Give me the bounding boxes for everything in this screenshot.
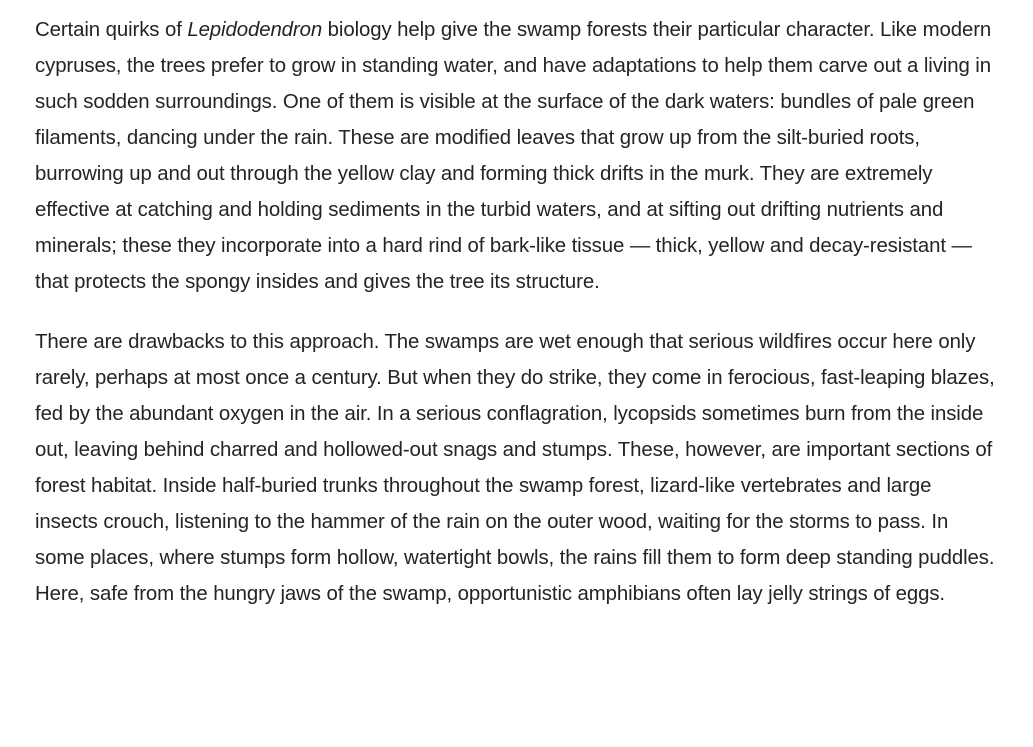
paragraph-1-emphasis: Lepidodendron xyxy=(187,19,323,41)
paragraph-1-rest: biology help give the swamp forests their particular character. Like modern cypruses, the trees prefer to grow in standing water, and have adaptations to help them carve out a living in such sodden surroundings. One of them is visible at the surface of the dark waters: bundles of pale green filaments, dancing under the rain. These are modified leaves that grow up from the silt-buried roots, burrowing up and out through the yellow clay and forming thick drifts in the murk. They are extremely effective at catching and holding sediments in the turbid waters, and at sifting out drifting nutrients and minerals; these they incorporate into a hard rind of bark-like tissue — thick, yellow and decay-resistant — that protects the spongy insides and gives the tree its structure. xyxy=(35,19,992,293)
paragraph-1-lead: Certain quirks of xyxy=(35,19,188,41)
paragraph-lepidodendron xyxy=(35,12,995,300)
paragraph-wildfires: There are drawbacks to this approach. The swamps are wet enough that serious wildfires occur here only rarely, perhaps at most once a century. But when they do strike, they come in ferocious, fast-leaping blazes, fed by the abundant oxygen in the air. In a serious conflagration, lycopsids sometimes burn from the inside out, leaving behind charred and hollowed-out snags and stumps. These, however, are important sections of forest habitat. Inside half-buried trunks throughout the swamp forest, lizard-like vertebrates and large insects crouch, listening to the hammer of the rain on the outer wood, waiting for the storms to pass. In some places, where stumps form hollow, watertight bowls, the rains fill them to form deep standing puddles. Here, safe from the hungry jaws of the swamp, opportunistic amphibians often lay jelly strings of eggs. xyxy=(35,331,995,605)
article-body xyxy=(35,12,995,612)
